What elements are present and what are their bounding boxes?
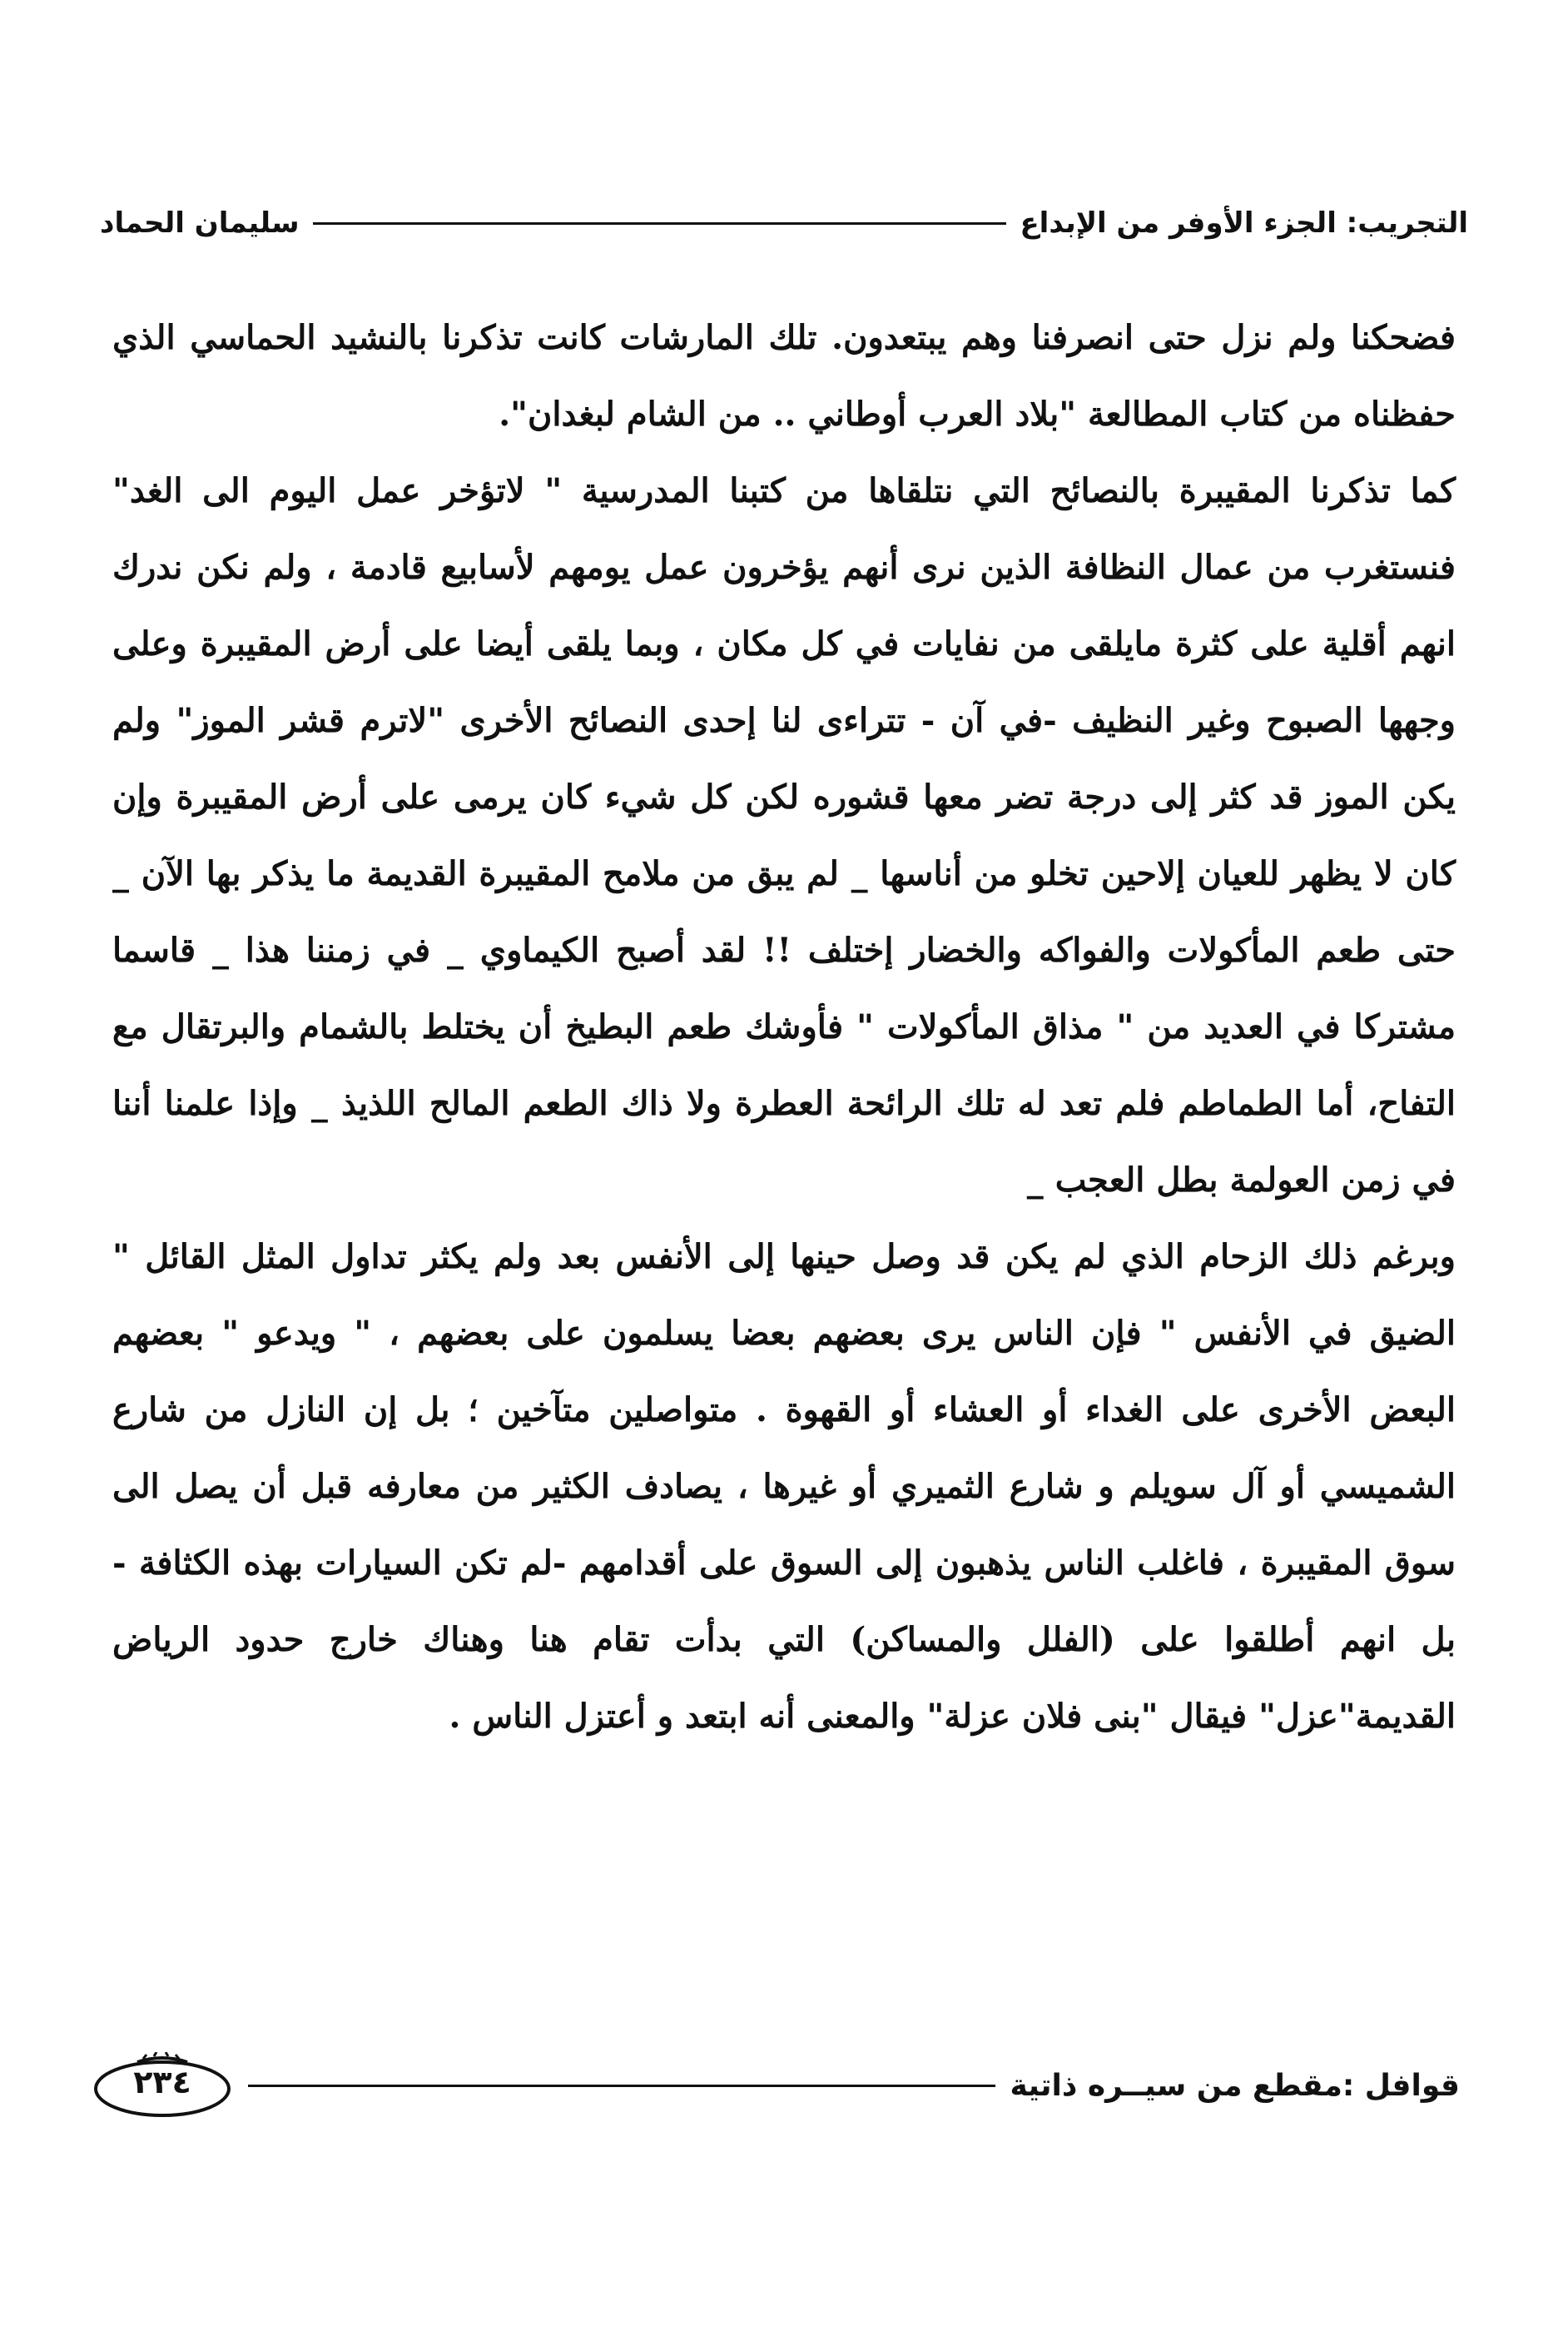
running-header bbox=[100, 198, 1468, 248]
paragraph-2: كما تذكرنا المقيبرة بالنصائح التي نتلقاها من كتبنا المدرسية " لاتؤخر عمل اليوم الى الغد" فنستغرب من عمال النظافة الذين نرى أنهم يؤخرون عمل يومهم لأسابيع قادمة ، ولم نكن ندرك انهم أقلية على كثرة مايلقى من نفايات في كل مكان ، وبما يلقى أيضا على أرض المقيبرة وعلى وجهها الصبوح وغير النظيف -في آن - تتراءى لنا إحدى النصائح الأخرى "لاترم قشر الموز" ولم يكن الموز قد كثر إلى درجة تضر معها قشوره لكن كل شيء كان يرمى على أرض المقيبرة وإن كان لا يظهر للعيان إلاحين تخلو من أناسها _ لم يبق من ملامح المقيبرة القديمة ما يذكر بها الآن _ حتى طعم المأكولات والفواكه والخضار إختلف !! لقد أصبح الكيماوي _ في زمننا هذا _ قاسما مشتركا في العديد من " مذاق المأكولات " فأوشك طعم البطيخ أن يختلط بالشمام والبرتقال مع التفاح، أما الطماطم فلم تعد له تلك الرائحة العطرة ولا ذاك الطعم المالح اللذيذ _ وإذا علمنا أننا في زمن العولمة بطل العجب _ bbox=[112, 471, 1456, 1200]
page-number-badge bbox=[92, 2052, 233, 2119]
running-footer bbox=[92, 2048, 1460, 2123]
header-book-title: التجريب: الجزء الأوفر من الإبداع bbox=[1020, 206, 1468, 240]
paragraph-3: وبرغم ذلك الزحام الذي لم يكن قد وصل حينها إلى الأنفس بعد ولم يكثر تداول المثل القائل " الضيق في الأنفس " فإن الناس يرى بعضهم بعضا يسلمون على بعضهم ، " ويدعو " بعضهم البعض الأخرى على الغداء أو العشاء أو القهوة . متواصلين متآخين ؛ بل إن النازل من شارع الشميسي أو آل سويلم و شارع الثميري أو غيرها ، يصادف الكثير من معارفه قبل أن يصل الى سوق المقيبرة ، فاغلب الناس يذهبون إلى السوق على أقدامهم -لم تكن السيارات بهذه الكثافة - بل انهم أطلقوا على (الفلل والمساكن) التي بدأت تقام هنا وهناك خارج حدود الرياض القديمة"عزل" فيقال "بنى فلان عزلة" والمعنى أنه ابتعد و أعتزل الناس . bbox=[112, 1237, 1456, 1736]
header-author: سليمان الحماد bbox=[100, 206, 300, 240]
header-rule bbox=[313, 222, 1007, 225]
body-text bbox=[112, 300, 1456, 1755]
paragraph-1: فضحكنا ولم نزل حتى انصرفنا وهم يبتعدون. تلك المارشات كانت تذكرنا بالنشيد الحماسي الذي حفظناه من كتاب المطالعة "بلاد العرب أوطاني .. من الشام لبغدان". bbox=[112, 318, 1456, 434]
page-number: ٢٣٤ bbox=[133, 2064, 191, 2100]
footer-series-title: قوافل :مقطع من سيــره ذاتية bbox=[1010, 2068, 1460, 2103]
footer-rule bbox=[248, 2085, 995, 2087]
